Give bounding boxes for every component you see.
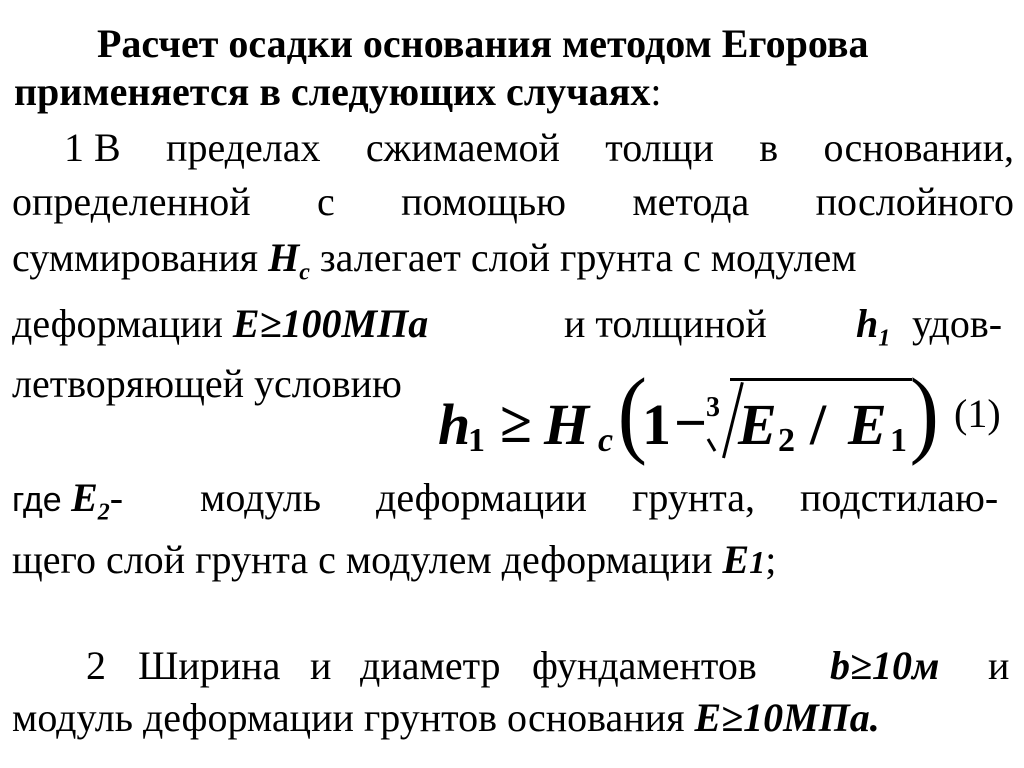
- word: определенной: [12, 179, 251, 224]
- word: модуль: [200, 475, 321, 520]
- word: толщи: [605, 125, 714, 170]
- formula-E2: E: [738, 392, 777, 457]
- word: 2: [86, 643, 106, 688]
- para1-line-2: [12, 178, 1014, 226]
- word: с: [317, 179, 335, 224]
- word: основании,: [823, 125, 1014, 170]
- formula-E2-sub: 2: [778, 422, 795, 459]
- var-E2-sub: 2: [97, 499, 110, 526]
- text: деформации: [12, 301, 233, 346]
- text: ;: [765, 537, 777, 582]
- condition-E: E≥10МПа.: [694, 695, 880, 740]
- title-colon: :: [650, 69, 662, 114]
- text: и толщиной: [564, 301, 767, 346]
- formula-root-index: 3: [706, 392, 720, 423]
- text: суммирования: [12, 235, 269, 280]
- condition-b: b≥10м: [830, 643, 940, 688]
- word: и: [310, 643, 332, 688]
- var-h-sub: 1: [878, 325, 891, 352]
- text: залегает слой грунта с модулем: [309, 235, 857, 280]
- var-H: H: [268, 235, 300, 280]
- var-H-sub: c: [299, 259, 310, 286]
- formula-geq: ≥: [500, 390, 532, 455]
- word: грунта,: [632, 475, 756, 520]
- var-E1: E: [722, 537, 750, 582]
- para1-line-1: [64, 124, 1014, 172]
- formula-rparen: ): [909, 359, 940, 467]
- text: щего слой грунта с модулем деформации: [12, 537, 723, 582]
- para1-line-5: летворяющей условию: [12, 361, 402, 406]
- word: диаметр: [360, 643, 501, 688]
- formula-h-sub: 1: [468, 422, 485, 459]
- word: Ширина: [138, 643, 281, 688]
- var-E1-sub: 1: [749, 544, 766, 580]
- radical-bar: [730, 378, 912, 381]
- word: и: [988, 643, 1010, 688]
- formula-slash: /: [810, 392, 827, 457]
- word: пределах: [166, 125, 321, 170]
- var-E2: E: [71, 475, 98, 520]
- formula-E1-sub: 1: [890, 422, 907, 459]
- word: подстилаю-: [800, 475, 999, 520]
- word: 1 В: [64, 125, 121, 170]
- formula-E1: E: [848, 392, 887, 457]
- word: послойного: [815, 179, 1014, 224]
- word: деформации: [376, 475, 587, 520]
- text-gde: где: [12, 481, 72, 519]
- title-line-2-text: применяется в следующих случаях: [14, 69, 651, 114]
- var-h1: [856, 300, 890, 362]
- word: в: [759, 125, 779, 170]
- text: удов-: [912, 301, 1003, 346]
- formula-lparen: (: [617, 359, 648, 467]
- word: -: [109, 475, 124, 520]
- text: модуль деформации грунтов основания: [12, 695, 695, 740]
- formula-H: H: [544, 392, 590, 457]
- var-h: h: [856, 301, 879, 346]
- formula-h: h: [438, 392, 471, 457]
- para3-line-1: [86, 642, 1014, 690]
- word: сжимаемой: [365, 125, 560, 170]
- para2-line-2: [12, 536, 776, 586]
- para1-line-4: [12, 300, 1016, 352]
- formula-number: (1): [954, 391, 1001, 436]
- formula-H-sub: c: [598, 422, 614, 459]
- formula-minus: −: [674, 390, 708, 455]
- para2-line-1: [12, 474, 1014, 536]
- title-line-1: Расчет осадки основания методом Егорова: [97, 21, 869, 66]
- word: фундаментов: [532, 643, 757, 688]
- condition-E: E≥100МПа: [232, 301, 429, 346]
- title-line-2: [14, 68, 661, 116]
- word: помощью: [401, 179, 566, 224]
- word: метода: [632, 179, 750, 224]
- radical-stroke: [707, 438, 717, 452]
- para3-line-2: [12, 694, 880, 742]
- para1-line-3: [12, 234, 857, 296]
- formula-one: 1: [642, 392, 671, 457]
